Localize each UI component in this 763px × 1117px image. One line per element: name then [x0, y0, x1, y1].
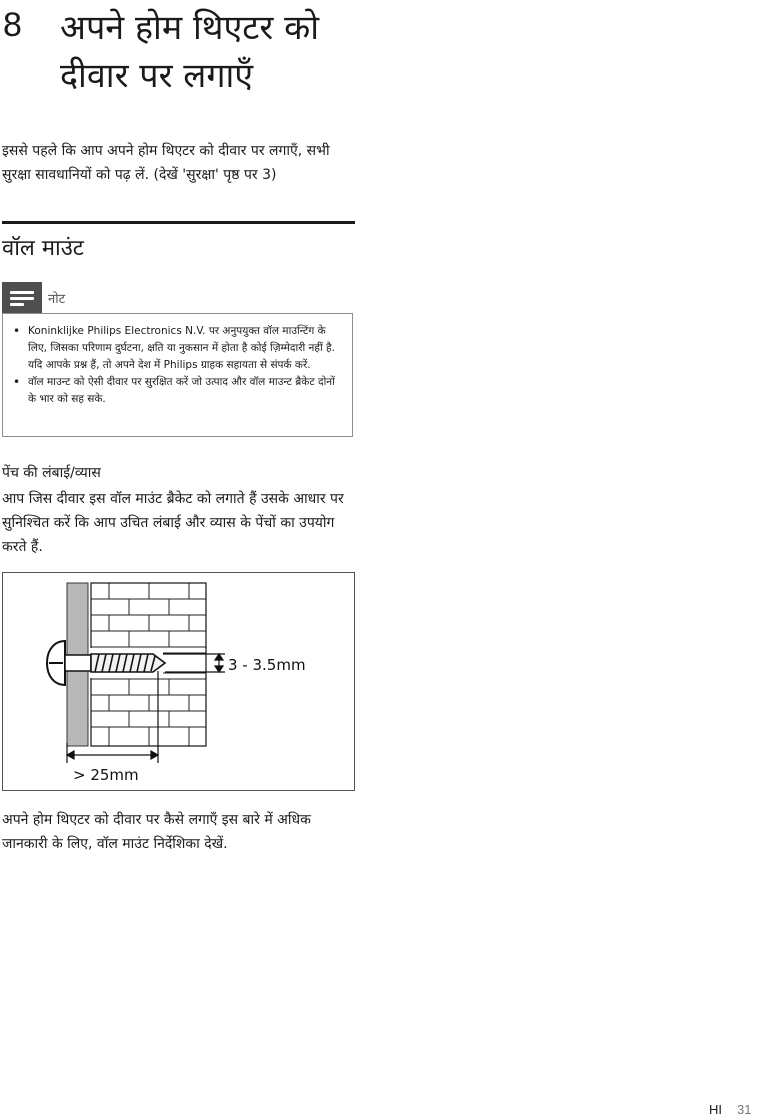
page-language: HI — [709, 1102, 722, 1117]
note-item: • वॉल माउन्ट को ऐसी दीवार पर सुरक्षित करें जो उत्पाद और वॉल माउन्ट ब्रैकेट दोनों के भार को सह सके. — [13, 374, 340, 408]
note-box — [2, 313, 353, 437]
note-label: नोट — [48, 292, 66, 307]
intro-paragraph: इससे पहले कि आप अपने होम थिएटर को दीवार पर लगाएँ, सभी सुरक्षा सावधानियों को पढ़ लें. (देखें 'सुरक्षा' पृष्ठ पर 3) — [2, 143, 330, 183]
screw-diagram-svg — [3, 573, 355, 791]
note-lines-icon — [2, 282, 42, 314]
screw-paragraph: आप जिस दीवार इस वॉल माउंट ब्रैकेट को लगाते हैं उसके आधार पर सुनिश्चित करें कि आप उचित लंबाई और व्यास के पेंचों का उपयोग करते हैं. — [2, 491, 344, 555]
outro-paragraph: अपने होम थिएटर को दीवार पर कैसे लगाएँ इस बारे में अधिक जानकारी के लिए, वॉल माउंट निर्देशिका देखें. — [2, 812, 311, 852]
note-item: • Koninklijke Philips Electronics N.V. पर अनुपयुक्त वॉल माउन्टिंग के लिए, जिसका परिणाम दुर्घटना, क्षति या नुकसान में होता है कोई ज़िम्मेदारी नहीं है. यदि आपके प्रश्न हैं, तो अपने देश में Philips ग्राहक सहायता से संपर्क करें. — [13, 323, 340, 374]
screw-diagram — [2, 572, 355, 791]
note-list — [13, 323, 340, 408]
section-title: वॉल माउंट — [2, 236, 84, 261]
chapter-title: अपने होम थिएटर को दीवार पर लगाएँ — [60, 8, 320, 96]
length-label: > 25mm — [73, 766, 139, 784]
diameter-label: 3 - 3.5mm — [228, 656, 306, 674]
chapter-number: 8 — [3, 6, 22, 44]
screw-heading: पेंच की लंबाई/व्यास — [2, 465, 101, 481]
page-number: 31 — [737, 1102, 752, 1117]
section-rule — [2, 221, 355, 224]
